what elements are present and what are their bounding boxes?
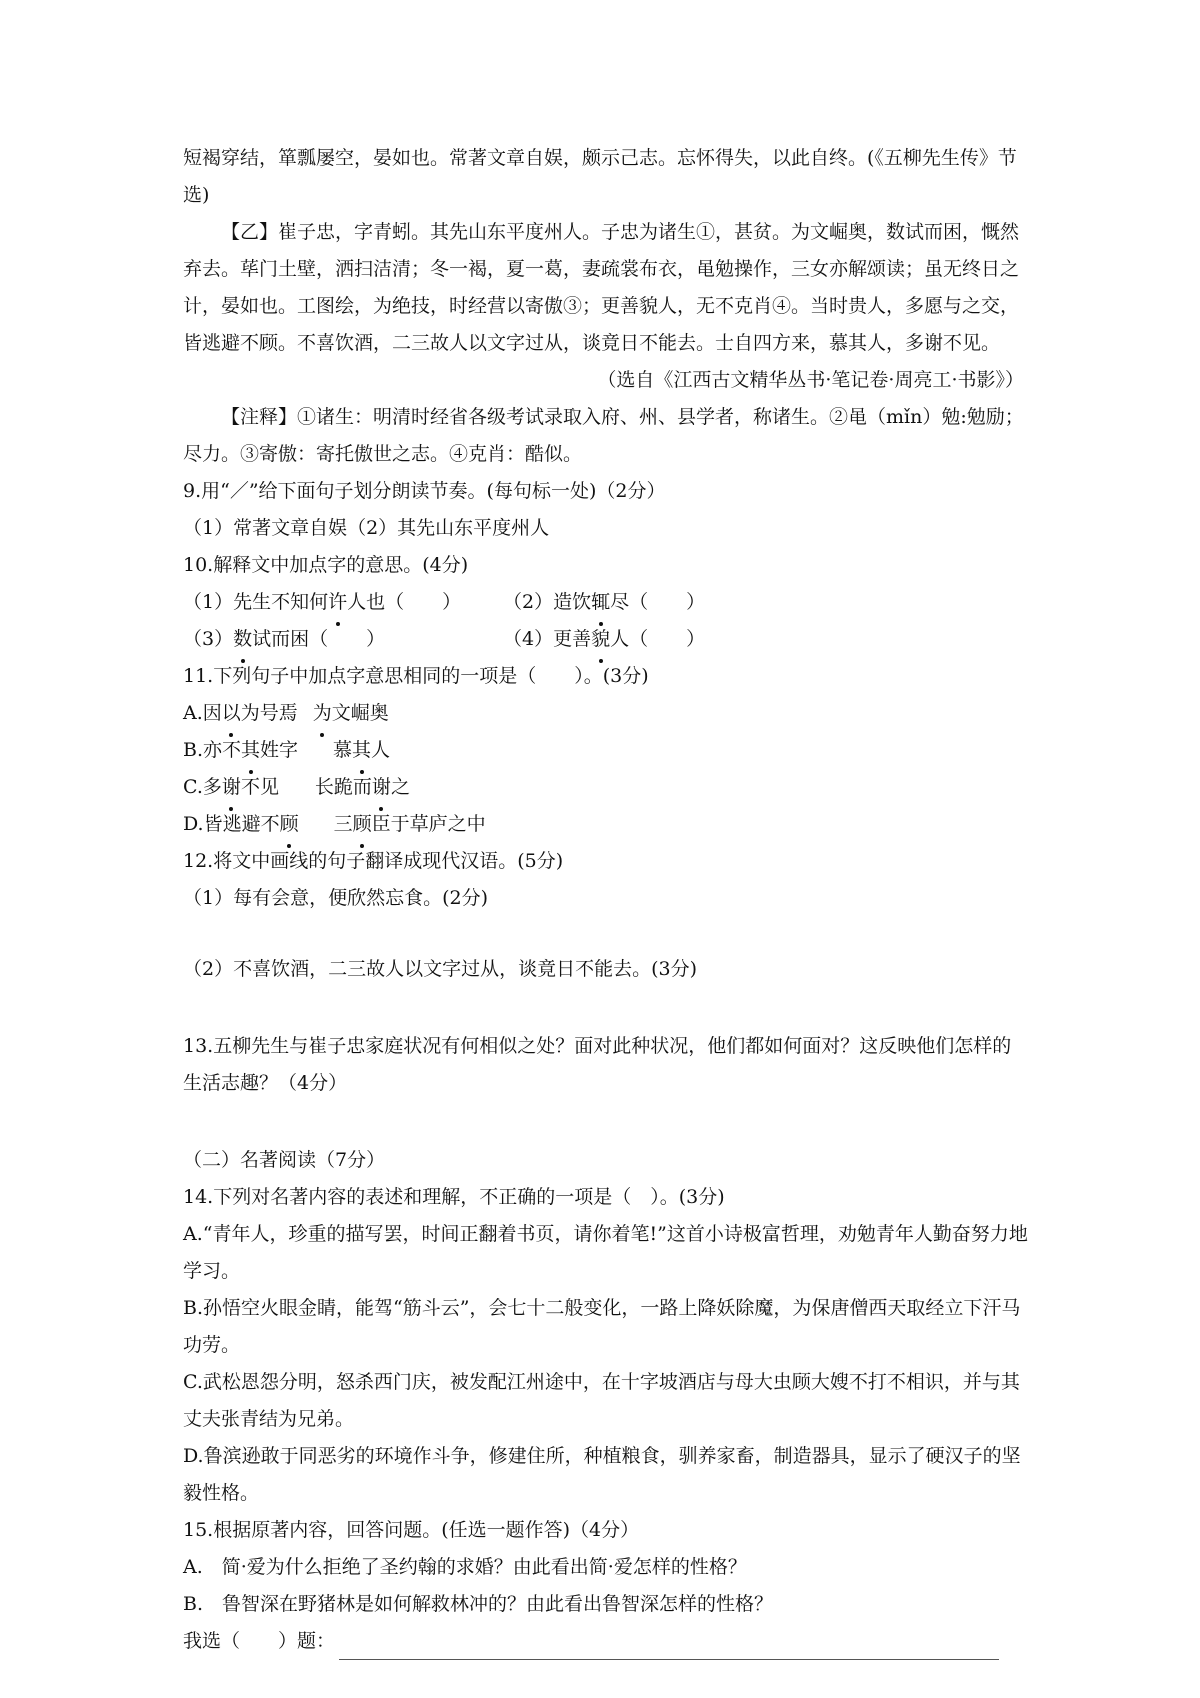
dotted-char: 顾 [280,806,299,843]
q11-option-c: C. 多谢不见 长跪而谢之 [183,769,1028,806]
q14-option-d: D.鲁滨逊敢于同恶劣的环境作斗争，修建住所，种植粮食，驯养家畜，制造器具，显示了硬汉子的坚毅性格。 [183,1445,1021,1504]
dotted-char: 其 [352,732,371,769]
q11-option-a: A. 因以为号焉 为文崛奥 [183,695,1028,732]
q14-option-b: B.孙悟空火眼金睛，能驾“筋斗云”，会七十二般变化，一路上降妖除魔，为保唐僧西天取经立下汗马功劳。 [183,1297,1021,1356]
q10-item-2: （2）造饮辄尽（ ） [503,584,1028,621]
dotted-char: 其 [241,732,260,769]
annotation-notes: 【注释】①诸生：明清时经省各级考试录取入府、州、县学者，称诸生。②黾（mǐn）勉:勉励；尽力。③寄傲：寄托傲世之志。④克肖：酷似。 [183,406,1024,465]
q9-items: （1）常著文章自娱（2）其先山东平度州人 [183,517,550,539]
exam-page [183,140,1028,1660]
dotted-char: 数 [233,621,252,658]
dotted-char: 以 [222,695,241,732]
q12-stem: 12.将文中画线的句子翻译成现代汉语。(5分) [183,850,564,872]
dotted-char: 貌 [591,621,610,658]
q12-item-1: （1）每有会意，便欣然忘食。(2分) [183,887,489,909]
q14-stem: 14.下列对名著内容的表述和理解，不正确的一项是（ ）。(3分) [183,1186,725,1208]
q10-stem: 10.解释文中加点字的意思。(4分) [183,554,469,576]
q11-stem: 11.下列句子中加点字意思相同的一项是（ ）。(3分) [183,665,649,687]
q9-stem: 9.用“／”给下面句子划分朗读节奏。(每句标一处)（2分） [183,480,666,502]
dotted-char: 辄 [591,584,610,621]
q15-choose-label: 我选（ ）题： [183,1630,336,1652]
q15-option-a: A. 简·爱为什么拒绝了圣约翰的求婚？由此看出简·爱怎样的性格？ [183,1556,747,1578]
answer-space [183,917,1028,951]
answer-space [183,1102,1028,1142]
q11-option-b: B. 亦不其姓字 慕其人 [183,732,1028,769]
passage-a-tail: 短褐穿结，箪瓢屡空，晏如也。常著文章自娱，颇示己志。忘怀得失，以此自终。(《五柳先生传》节选) [183,147,1017,206]
q10-item-3: （3）数试而困（ ） [183,621,503,658]
dotted-char: 谢 [222,769,241,806]
dotted-char: 为 [313,695,332,732]
q13-stem: 13.五柳先生与崔子忠家庭状况有何相似之处？面对此种状况，他们都如何面对？这反映他们怎样的生活志趣？（4分） [183,1035,1012,1094]
dotted-char: 谢 [372,769,391,806]
q15-option-b: B. 鲁智深在野猪林是如何解救林冲的？由此看出鲁智深怎样的性格？ [183,1593,774,1615]
answer-underline[interactable] [339,1637,999,1660]
q10-row-2 [183,621,1028,658]
q14-option-c: C.武松恩怨分明，怒杀西门庆，被发配江州途中，在十字坡酒店与母大虫顾大嫂不打不相识，并与其丈夫张青结为兄弟。 [183,1371,1020,1430]
q10-item-1: （1）先生不知何许人也（ ） [183,584,503,621]
q10-item-4: （4）更善貌人（ ） [503,621,1028,658]
dotted-char: 许 [328,584,347,621]
section-2-title: （二）名著阅读（7分） [183,1149,386,1171]
dotted-char: 顾 [353,806,372,843]
passage-b: 【乙】崔子忠，字青蚓。其先山东平度州人。子忠为诸生①，甚贫。为文崛奥，数试而困，慨然弃去。荜门土壁，洒扫洁清；冬一褐，夏一葛，妻疏裳布衣，黾勉操作，三女亦解颂读；虽无终日之计，晏如也。工图绘，为绝技，时经营以寄傲③；更善貌人，无不克肖④。当时贵人，多愿与之交，皆逃避不顾。不喜饮酒，二三故人以文字过从，谈竟日不能去。士自四方来，慕其人，多谢不见。 [183,221,1020,354]
q11-option-d: D. 皆逃避不顾 三顾臣于草庐之中 [183,806,1028,843]
q14-option-a: A.“青年人，珍重的描写罢，时间正翻着书页，请你着笔!”这首小诗极富哲理，劝勉青年人勤奋努力地学习。 [183,1223,1028,1282]
q10-row-1 [183,584,1028,621]
q12-item-2: （2）不喜饮酒，二三故人以文字过从，谈竟日不能去。(3分) [183,958,698,980]
passage-source: （选自《江西古文精华丛书·笔记卷·周亮工·书影》） [597,369,1024,391]
q15-choose-line [183,1623,1028,1660]
q15-stem: 15.根据原著内容，回答问题。(任选一题作答)（4分） [183,1519,640,1541]
answer-space [183,988,1028,1028]
